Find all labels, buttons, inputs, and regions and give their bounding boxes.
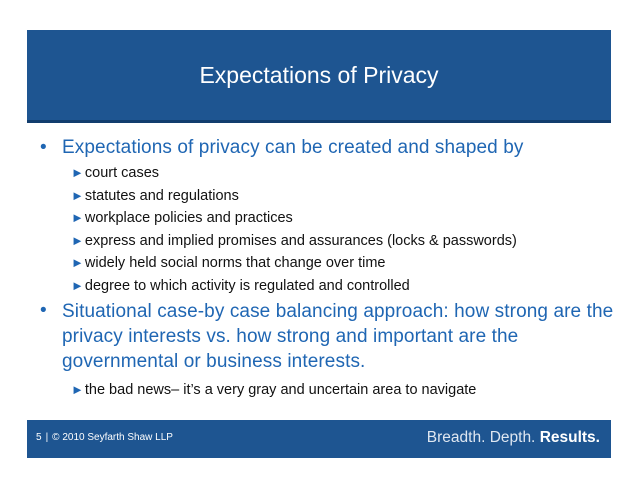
- right-triangle-arrow-icon: ►: [71, 255, 84, 270]
- tagline-bold: Results.: [539, 429, 600, 446]
- right-triangle-arrow-icon: ►: [71, 210, 84, 225]
- bullet-dot-icon: •: [40, 137, 47, 158]
- page-number: 5: [36, 432, 42, 443]
- footer-bar: [27, 420, 611, 458]
- bullet-dot-icon: •: [40, 300, 47, 321]
- list-item: ►workplace policies and practices: [71, 210, 293, 226]
- list-item: ►widely held social norms that change over time: [71, 255, 386, 271]
- bullet-1-text: Expectations of privacy can be created and shaped by: [62, 137, 524, 158]
- list-item: ►express and implied promises and assurances (locks & passwords): [71, 232, 517, 249]
- bullet-1: [34, 136, 614, 160]
- right-triangle-arrow-icon: ►: [71, 277, 84, 293]
- right-triangle-arrow-icon: ►: [71, 165, 84, 180]
- list-item: ►the bad news– it’s a very gray and uncertain area to navigate: [71, 382, 477, 398]
- tagline-plain: Breadth. Depth.: [426, 429, 536, 446]
- right-triangle-arrow-icon: ►: [71, 232, 84, 248]
- bullet-2: [34, 299, 614, 374]
- tagline: [427, 429, 600, 447]
- slide-content: [34, 136, 614, 402]
- footer-separator: |: [45, 432, 49, 443]
- bullet-1-subitems: [34, 162, 614, 297]
- bullet-2-subitems: [34, 379, 614, 402]
- list-item: ►statutes and regulations: [71, 187, 239, 204]
- right-triangle-arrow-icon: ►: [71, 187, 84, 203]
- list-item: ►court cases: [71, 165, 160, 181]
- copyright-text: © 2010 Seyfarth Shaw LLP: [52, 432, 173, 443]
- footer-info: [36, 432, 173, 443]
- list-item: ►degree to which activity is regulated and controlled: [71, 277, 410, 294]
- right-triangle-arrow-icon: ►: [71, 382, 84, 397]
- slide-title: Expectations of Privacy: [199, 62, 439, 88]
- bullet-2-text: Situational case-by case balancing approach: how strong are the privacy interests vs. how strong and important are the governmental or business interests.: [62, 301, 614, 372]
